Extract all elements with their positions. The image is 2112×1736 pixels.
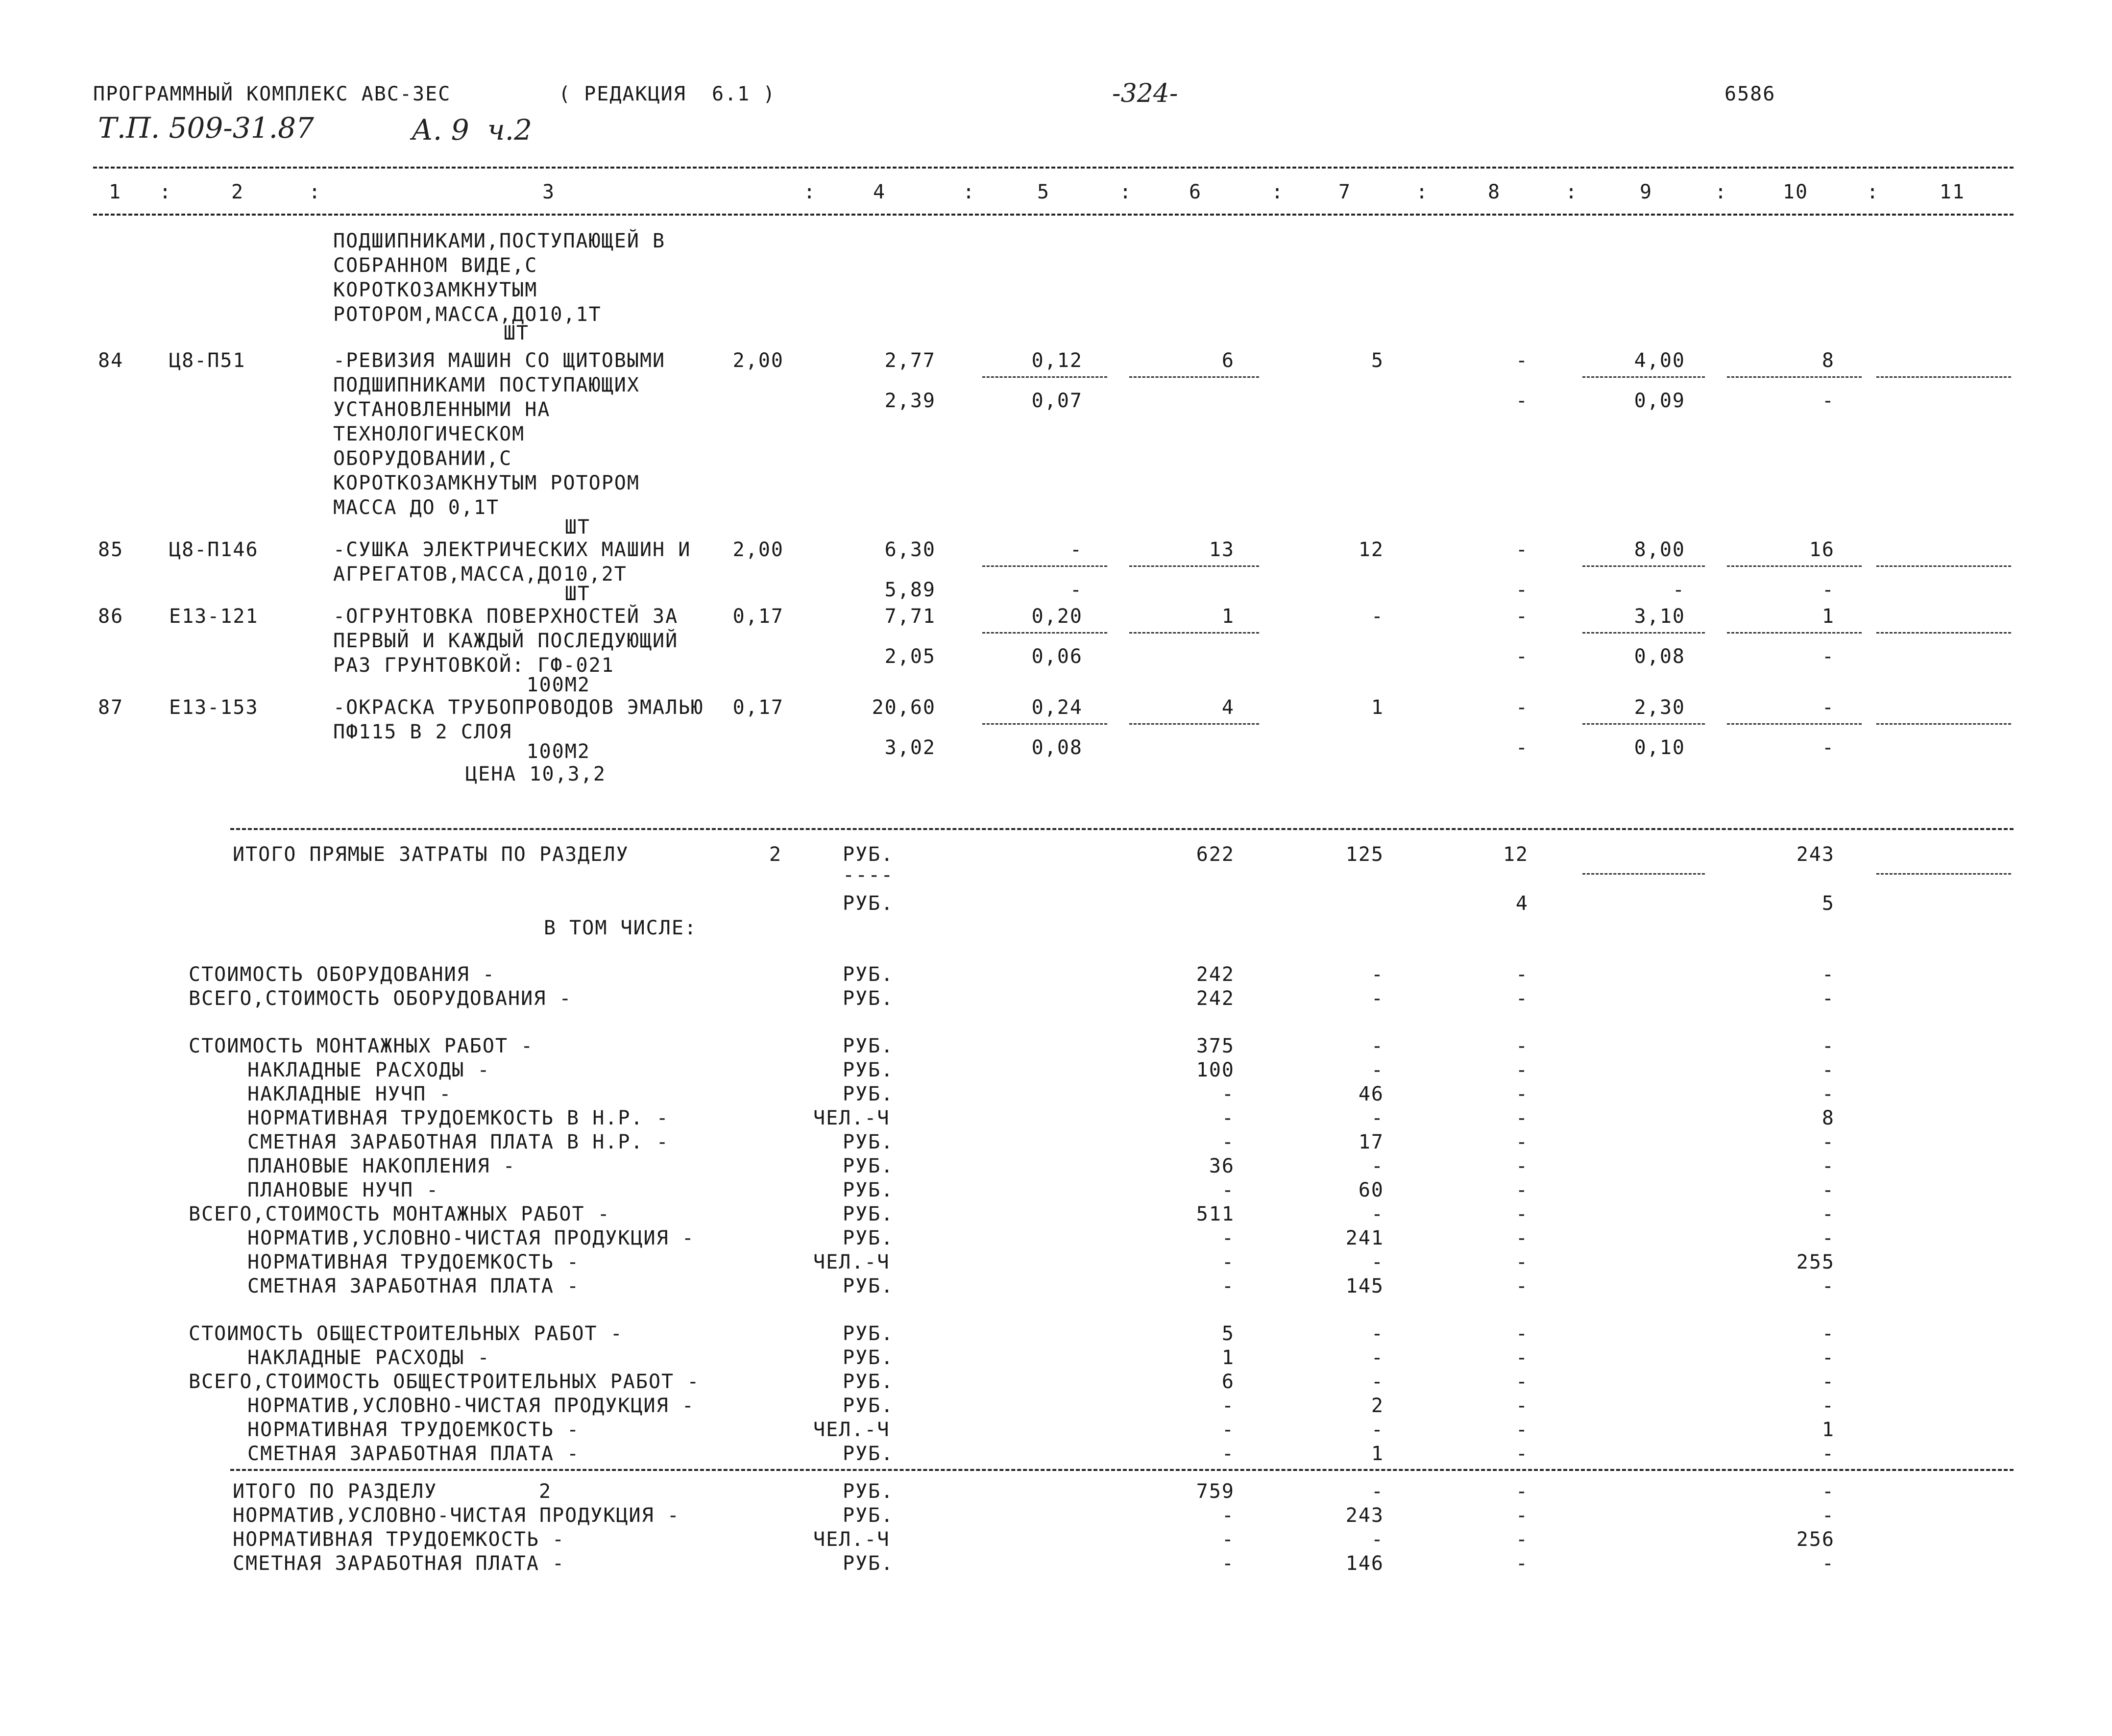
summary-row-col11: - [1821,1227,1835,1249]
summary-row-col9: - [1515,1227,1529,1249]
summary-row-unit: РУБ. [843,1155,894,1177]
handwritten-project-number: Т.П. 509-31.87 [98,111,314,145]
summary-row-col8: 60 [1358,1179,1384,1201]
summary-row-col11: - [1821,987,1835,1010]
direct-costs-col9-bottom: 4 [1515,892,1529,915]
cell-separator [982,565,1107,567]
item-col5-top: 7,71 [884,605,936,628]
summary-row-col7: - [1221,1275,1235,1297]
summary-row-col8: 46 [1358,1083,1384,1105]
item-col11-bottom: - [1821,645,1835,668]
summary-row-unit: ЧЕЛ.-Ч [813,1251,890,1273]
summary-row-col8: - [1371,987,1384,1010]
item-col10-top: 2,30 [1634,696,1685,719]
summary-row-col9: - [1515,1035,1529,1057]
item-col9-top: - [1515,349,1529,372]
direct-costs-col11-bottom: 5 [1821,892,1835,915]
direct-costs-col11: 243 [1796,843,1835,866]
item-number: 87 [98,696,124,719]
section-total-label: ИТОГО ПО РАЗДЕЛУ [233,1480,437,1503]
column-header-7: 7 [1338,181,1352,203]
item-col9-top: - [1515,538,1529,561]
summary-row-col8: 2 [1371,1394,1384,1417]
summary-row-unit: РУБ. [843,1443,894,1465]
cell-separator [1876,873,2011,875]
item-description-line: ПОДШИПНИКАМИ ПОСТУПАЮЩИХ [333,374,640,396]
section-total-row-col11: - [1821,1504,1835,1527]
cell-separator [1582,565,1705,567]
item-description-line: -ОГРУНТОВКА ПОВЕРХНОСТЕЙ ЗА [333,605,679,628]
section-total-row-col8: 243 [1345,1504,1384,1527]
section-total-row-col9: - [1515,1480,1529,1503]
item-unit: 100М2 [526,740,590,763]
item-number: 84 [98,349,124,372]
summary-row-col8: - [1371,1418,1384,1441]
summary-row-col9: - [1515,987,1529,1010]
summary-row-col11: - [1821,1155,1835,1177]
summary-row-col8: - [1371,1346,1384,1369]
page-number: -324- [1112,79,1178,108]
item-col6-bottom: 0,07 [1031,390,1083,412]
section-total-row-col8: 146 [1345,1552,1384,1575]
item-quantity: 0,17 [732,696,784,719]
summary-row-label: СМЕТНАЯ ЗАРАБОТНАЯ ПЛАТА В Н.Р. - [247,1131,669,1153]
summary-row-col7: 5 [1221,1322,1235,1345]
item-description-line: ПФ115 В 2 СЛОЯ [333,721,512,743]
item-col9-top: - [1515,696,1529,719]
summary-row-unit: РУБ. [843,1322,894,1345]
item-quantity: 0,17 [732,605,784,628]
column-separator: : [1119,181,1133,203]
item-col11-top: 8 [1821,349,1835,372]
summary-row-col8: 17 [1358,1131,1384,1153]
section-total-row-unit: РУБ. [843,1552,894,1575]
summary-row-col8: - [1371,1251,1384,1273]
cell-separator [1876,632,2011,634]
section-total-row-col7: - [1221,1528,1235,1551]
summary-row-col8: - [1371,1035,1384,1057]
item-quantity: 2,00 [732,538,784,561]
summary-row-col8: 145 [1345,1275,1384,1297]
cell-separator [982,723,1107,725]
item-col10-top: 8,00 [1634,538,1685,561]
summary-row-label: НОРМАТИВ,УСЛОВНО-ЧИСТАЯ ПРОДУКЦИЯ - [247,1394,695,1417]
item-col5-top: 2,77 [884,349,936,372]
item-col6-top: 0,24 [1031,696,1083,719]
summary-row-col11: - [1821,1394,1835,1417]
item-description-line: КОРОТКОЗАМКНУТЫМ РОТОРОМ [333,472,640,494]
item-col11-bottom: - [1821,579,1835,601]
summary-row-label: НАКЛАДНЫЕ НУЧП - [247,1083,452,1105]
summary-row-label: НАКЛАДНЫЕ РАСХОДЫ - [247,1346,490,1369]
summary-row-col7: 511 [1196,1203,1235,1225]
column-separator: : [1715,181,1728,203]
summary-row-col9: - [1515,1370,1529,1393]
item-description-line: ОБОРУДОВАНИИ,С [333,447,512,470]
summary-row-label: СТОИМОСТЬ МОНТАЖНЫХ РАБОТ - [189,1035,534,1057]
item-unit: 100М2 [526,674,590,696]
cell-separator [1727,565,1862,567]
summary-row-unit: РУБ. [843,963,894,986]
summary-row-col11: - [1821,963,1835,986]
summary-row-col9: - [1515,1131,1529,1153]
summary-row-unit: РУБ. [843,1203,894,1225]
cell-separator [1876,723,2011,725]
item-col8: 12 [1358,538,1384,561]
summary-row-col7: - [1221,1443,1235,1465]
item-quantity: 2,00 [732,349,784,372]
summary-row-label: НОРМАТИВНАЯ ТРУДОЕМКОСТЬ - [247,1418,580,1441]
item-description-line: ПЕРВЫЙ И КАЖДЫЙ ПОСЛЕДУЮЩИЙ [333,630,679,652]
cell-separator [1129,632,1259,634]
summary-row-col9: - [1515,1083,1529,1105]
cell-separator [1582,632,1705,634]
summary-row-col9: - [1515,1322,1529,1345]
header-top-rule [93,167,2014,169]
section-total-row-unit: РУБ. [843,1480,894,1503]
cell-separator [982,632,1107,634]
column-separator: : [1867,181,1880,203]
direct-costs-section: 2 [769,843,782,866]
section-total-rule [230,1469,2014,1471]
program-title: ПРОГРАММНЫЙ КОМПЛЕКС АВС-3ЕС [93,83,451,105]
summary-row-col9: - [1515,1203,1529,1225]
section-total-row-label: НОРМАТИВНАЯ ТРУДОЕМКОСТЬ - [233,1528,565,1551]
item-col8: 5 [1371,349,1384,372]
item-col10-bottom: - [1672,579,1685,601]
direct-costs-col7: 622 [1196,843,1235,866]
summary-row-col7: - [1221,1251,1235,1273]
totals-top-rule [230,828,2014,830]
summary-row-label: ПЛАНОВЫЕ НУЧП - [247,1179,439,1201]
summary-row-col9: - [1515,1107,1529,1129]
direct-costs-unit-dash: ---- [843,864,894,886]
summary-row-col7: - [1221,1107,1235,1129]
summary-row-col11: - [1821,1443,1835,1465]
cell-separator [1129,723,1259,725]
summary-row-col9: - [1515,1394,1529,1417]
summary-row-label: СТОИМОСТЬ ОБОРУДОВАНИЯ - [189,963,495,986]
column-header-1: 1 [108,181,122,203]
summary-row-col7: 242 [1196,987,1235,1010]
cell-separator [1727,723,1862,725]
item-col6-bottom: 0,06 [1031,645,1083,668]
summary-row-col7: - [1221,1083,1235,1105]
summary-row-col7: 100 [1196,1059,1235,1081]
summary-row-unit: РУБ. [843,1131,894,1153]
summary-row-label: СМЕТНАЯ ЗАРАБОТНАЯ ПЛАТА - [247,1443,580,1465]
item-description-line: ПОДШИПНИКАМИ,ПОСТУПАЮЩЕЙ В [333,230,666,252]
direct-costs-unit-2: РУБ. [843,892,894,915]
item-col5-bottom: 2,39 [884,390,936,412]
section-total-row-col7: 759 [1196,1480,1235,1503]
item-code: Е13-121 [169,605,259,628]
direct-costs-label: ИТОГО ПРЯМЫЕ ЗАТРАТЫ ПО РАЗДЕЛУ [233,843,629,866]
summary-row-label: ПЛАНОВЫЕ НАКОПЛЕНИЯ - [247,1155,516,1177]
item-col5-bottom: 3,02 [884,736,936,759]
item-col7: 6 [1221,349,1235,372]
item-unit: ШТ [564,516,590,538]
item-col11-top: 16 [1809,538,1835,561]
cell-separator [1582,376,1705,378]
item-col11-bottom: - [1821,390,1835,412]
summary-row-label: НОРМАТИВНАЯ ТРУДОЕМКОСТЬ - [247,1251,580,1273]
summary-row-col9: - [1515,1179,1529,1201]
section-total-section: 2 [539,1480,552,1503]
item-unit: ШТ [503,322,529,344]
document-code: 6586 [1724,83,1776,105]
section-total-row-label: СМЕТНАЯ ЗАРАБОТНАЯ ПЛАТА - [233,1552,565,1575]
item-description-line: МАССА ДО 0,1Т [333,496,500,519]
item-col6-bottom: 0,08 [1031,736,1083,759]
column-separator: : [1565,181,1578,203]
summary-row-unit: РУБ. [843,1227,894,1249]
item-col11-top: 1 [1821,605,1835,628]
item-col6-top: 0,20 [1031,605,1083,628]
column-header-2: 2 [231,181,244,203]
summary-row-col8: - [1371,1322,1384,1345]
item-col5-bottom: 5,89 [884,579,936,601]
item-col10-bottom: 0,10 [1634,736,1685,759]
column-header-4: 4 [873,181,886,203]
summary-row-col7: - [1221,1418,1235,1441]
item-description-line: СОБРАННОМ ВИДЕ,С [333,254,538,277]
summary-row-col11: - [1821,1275,1835,1297]
summary-row-col11: - [1821,1322,1835,1345]
item-unit: ШТ [564,583,590,605]
summary-row-col11: - [1821,1083,1835,1105]
summary-row-col11: 8 [1821,1107,1835,1129]
column-header-3: 3 [542,181,556,203]
item-col7: 1 [1221,605,1235,628]
section-total-row-unit: РУБ. [843,1504,894,1527]
direct-costs-col8: 125 [1345,843,1384,866]
summary-row-label: ВСЕГО,СТОИМОСТЬ МОНТАЖНЫХ РАБОТ - [189,1203,610,1225]
item-col6-bottom: - [1069,579,1083,601]
summary-row-col11: - [1821,1203,1835,1225]
item-col9-top: - [1515,605,1529,628]
including-label: В ТОМ ЧИСЛЕ: [544,917,697,939]
cell-separator [1876,565,2011,567]
summary-row-col7: - [1221,1131,1235,1153]
summary-row-col9: - [1515,963,1529,986]
summary-row-label: НАКЛАДНЫЕ РАСХОДЫ - [247,1059,490,1081]
section-total-row-label: НОРМАТИВ,УСЛОВНО-ЧИСТАЯ ПРОДУКЦИЯ - [233,1504,680,1527]
summary-row-col9: - [1515,1418,1529,1441]
summary-row-unit: РУБ. [843,1394,894,1417]
item-price-note: ЦЕНА 10,3,2 [465,763,606,785]
summary-row-col8: - [1371,1203,1384,1225]
item-description-line: КОРОТКОЗАМКНУТЫМ [333,279,538,301]
summary-row-col7: 36 [1209,1155,1235,1177]
item-col8: - [1371,605,1384,628]
cell-separator [1727,376,1862,378]
item-col10-top: 3,10 [1634,605,1685,628]
program-edition: ( РЕДАКЦИЯ 6.1 ) [558,83,776,105]
summary-row-col11: - [1821,1131,1835,1153]
summary-row-col11: - [1821,1059,1835,1081]
summary-row-col7: - [1221,1394,1235,1417]
summary-row-col11: 255 [1796,1251,1835,1273]
summary-row-col9: - [1515,1275,1529,1297]
column-header-9: 9 [1639,181,1653,203]
summary-row-unit: РУБ. [843,1346,894,1369]
item-col9-bottom: - [1515,390,1529,412]
item-col6-top: - [1069,538,1083,561]
section-total-row-col7: - [1221,1504,1235,1527]
summary-row-unit: РУБ. [843,1083,894,1105]
summary-row-col8: - [1371,1059,1384,1081]
summary-row-col7: 375 [1196,1035,1235,1057]
summary-row-unit: РУБ. [843,987,894,1010]
section-total-row-col11: - [1821,1480,1835,1503]
handwritten-album-part: А. 9 ч.2 [412,113,532,147]
item-col10-top: 4,00 [1634,349,1685,372]
summary-row-col8: 1 [1371,1443,1384,1465]
summary-row-col8: - [1371,1155,1384,1177]
summary-row-col8: - [1371,963,1384,986]
summary-row-label: ВСЕГО,СТОИМОСТЬ ОБЩЕСТРОИТЕЛЬНЫХ РАБОТ - [189,1370,700,1393]
section-total-row-col9: - [1515,1528,1529,1551]
summary-row-label: НОРМАТИВНАЯ ТРУДОЕМКОСТЬ В Н.Р. - [247,1107,669,1129]
summary-row-col7: - [1221,1227,1235,1249]
item-col11-top: - [1821,696,1835,719]
item-col11-bottom: - [1821,736,1835,759]
summary-row-unit: РУБ. [843,1275,894,1297]
cell-separator [1129,376,1259,378]
cell-separator [1129,565,1259,567]
column-separator: : [963,181,976,203]
section-total-row-col8: - [1371,1528,1384,1551]
cell-separator [982,376,1107,378]
column-header-5: 5 [1037,181,1050,203]
column-separator: : [309,181,322,203]
summary-row-label: НОРМАТИВ,УСЛОВНО-ЧИСТАЯ ПРОДУКЦИЯ - [247,1227,695,1249]
item-col9-bottom: - [1515,736,1529,759]
summary-row-unit: РУБ. [843,1179,894,1201]
summary-row-col7: 242 [1196,963,1235,986]
summary-row-col7: 6 [1221,1370,1235,1393]
column-separator: : [1271,181,1285,203]
section-total-row-col9: - [1515,1552,1529,1575]
summary-row-col11: - [1821,1035,1835,1057]
column-separator: : [159,181,172,203]
section-total-row-col11: - [1821,1552,1835,1575]
summary-row-col7: - [1221,1179,1235,1201]
item-col7: 4 [1221,696,1235,719]
item-description-line: УСТАНОВЛЕННЫМИ НА [333,398,551,421]
summary-row-col9: - [1515,1251,1529,1273]
item-number: 86 [98,605,124,628]
column-header-6: 6 [1189,181,1202,203]
item-description-line: АГРЕГАТОВ,МАССА,ДО10,2Т [333,563,627,586]
cell-separator [1727,632,1862,634]
summary-row-col11: - [1821,1179,1835,1201]
summary-row-col11: - [1821,1346,1835,1369]
section-total-row-col7: - [1221,1552,1235,1575]
item-description-line: -ОКРАСКА ТРУБОПРОВОДОВ ЭМАЛЬЮ [333,696,704,719]
summary-row-label: ВСЕГО,СТОИМОСТЬ ОБОРУДОВАНИЯ - [189,987,572,1010]
summary-row-col9: - [1515,1059,1529,1081]
direct-costs-unit: РУБ. [843,843,894,866]
column-separator: : [1416,181,1429,203]
summary-row-label: СМЕТНАЯ ЗАРАБОТНАЯ ПЛАТА - [247,1275,580,1297]
summary-row-col9: - [1515,1155,1529,1177]
summary-row-col7: 1 [1221,1346,1235,1369]
item-code: Ц8-П51 [169,349,246,372]
column-header-8: 8 [1487,181,1501,203]
item-col9-bottom: - [1515,579,1529,601]
item-description-line: РАЗ ГРУНТОВКОЙ: ГФ-021 [333,654,614,677]
column-header-10: 10 [1782,181,1809,203]
item-col10-bottom: 0,09 [1634,390,1685,412]
section-total-row-col11: 256 [1796,1528,1835,1551]
summary-row-unit: ЧЕЛ.-Ч [813,1107,890,1129]
section-total-row-unit: ЧЕЛ.-Ч [813,1528,890,1551]
header-bottom-rule [93,214,2014,216]
item-col9-bottom: - [1515,645,1529,668]
summary-row-col9: - [1515,1346,1529,1369]
item-col5-bottom: 2,05 [884,645,936,668]
column-header-11: 11 [1939,181,1966,203]
summary-row-unit: РУБ. [843,1370,894,1393]
item-number: 85 [98,538,124,561]
column-separator: : [803,181,817,203]
summary-row-unit: РУБ. [843,1035,894,1057]
summary-row-col8: - [1371,1107,1384,1129]
summary-row-col11: - [1821,1370,1835,1393]
item-code: Ц8-П146 [169,538,259,561]
item-col10-bottom: 0,08 [1634,645,1685,668]
item-description-line: -СУШКА ЭЛЕКТРИЧЕСКИХ МАШИН И [333,538,691,561]
item-col7: 13 [1209,538,1235,561]
summary-row-unit: РУБ. [843,1059,894,1081]
item-code: Е13-153 [169,696,259,719]
direct-costs-col9: 12 [1503,843,1529,866]
section-total-row-col9: - [1515,1504,1529,1527]
section-total-row-col8: - [1371,1480,1384,1503]
summary-row-col8: 241 [1345,1227,1384,1249]
item-col5-top: 6,30 [884,538,936,561]
item-col8: 1 [1371,696,1384,719]
item-description-line: ТЕХНОЛОГИЧЕСКОМ [333,423,525,445]
item-col5-top: 20,60 [872,696,936,719]
cell-separator [1876,376,2011,378]
item-col6-top: 0,12 [1031,349,1083,372]
summary-row-label: СТОИМОСТЬ ОБЩЕСТРОИТЕЛЬНЫХ РАБОТ - [189,1322,623,1345]
summary-row-col9: - [1515,1443,1529,1465]
item-description-line: -РЕВИЗИЯ МАШИН СО ЩИТОВЫМИ [333,349,666,372]
summary-row-col11: 1 [1821,1418,1835,1441]
cell-separator [1582,873,1705,875]
summary-row-unit: ЧЕЛ.-Ч [813,1418,890,1441]
item-description-line: РОТОРОМ,МАССА,ДО10,1Т [333,303,602,326]
cell-separator [1582,723,1705,725]
summary-row-col8: - [1371,1370,1384,1393]
